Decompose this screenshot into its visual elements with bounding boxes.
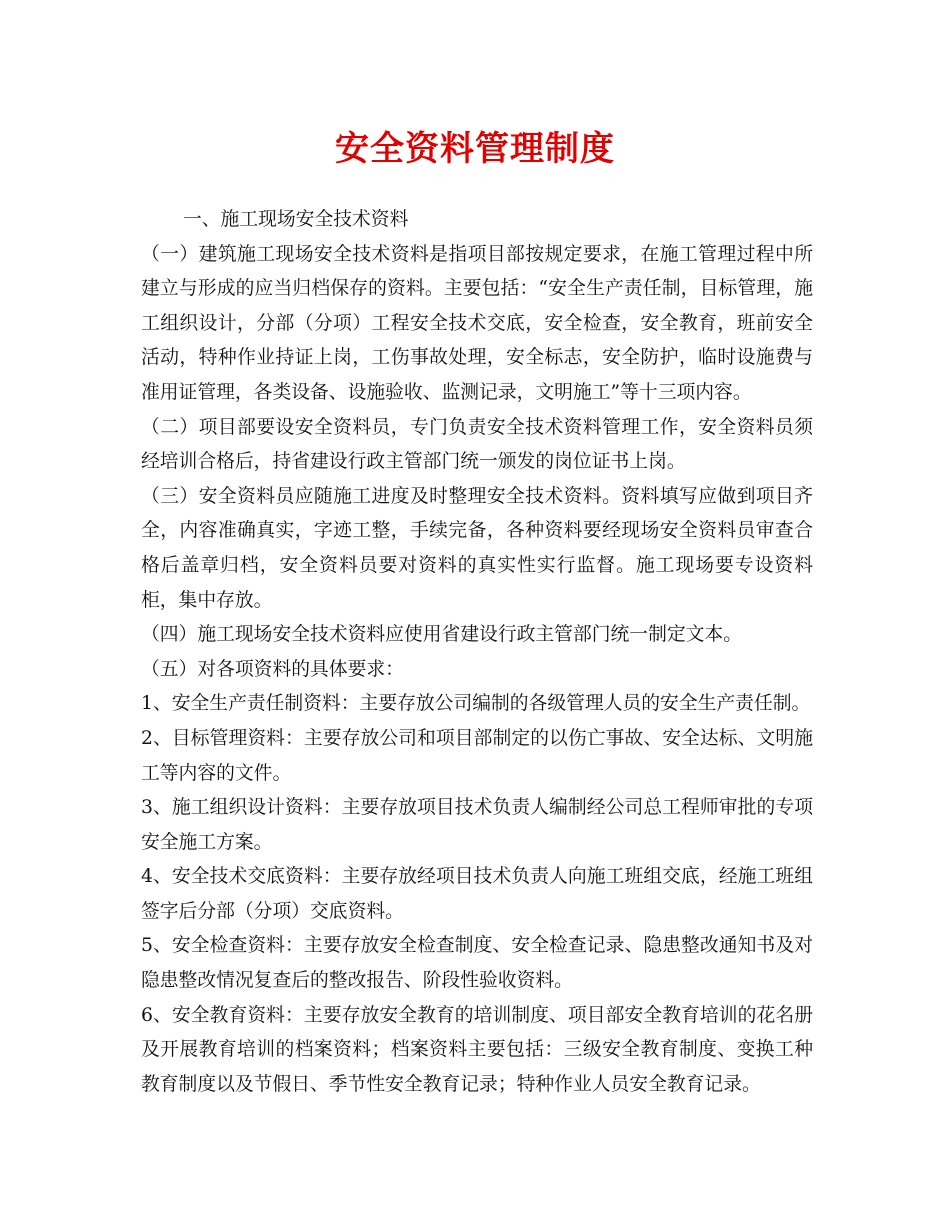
document-body xyxy=(141,203,813,1102)
requirement-item-1: 1、安全生产责任制资料：主要存放公司编制的各级管理人员的安全生产责任制。 xyxy=(141,693,811,715)
paragraph-item-2: （二）项目部要设安全资料员，专门负责安全技术资料管理工作，安全资料员须经培训合格后，持省建设行政主管部门统一颁发的岗位证书上岗。 xyxy=(141,416,813,473)
document-title: 安全资料管理制度 xyxy=(335,129,615,169)
requirement-item-5: 5、安全检查资料：主要存放安全检查制度、安全检查记录、隐患整改通知书及对隐患整改情况复查后的整改报告、阶段性验收资料。 xyxy=(141,935,813,992)
paragraph-item-1: （一）建筑施工现场安全技术资料是指项目部按规定要求，在施工管理过程中所建立与形成的应当归档保存的资料。主要包括：“安全生产责任制，目标管理，施工组织设计，分部（分项）工程安全技术交底，安全检查，安全教育，班前安全活动，特种作业持证上岗，工伤事故处理，安全标志，安全防护，临时设施费与准用证管理，各类设备、设施验收、监测记录，文明施工”等十三项内容。 xyxy=(141,243,813,403)
paragraph-item-3: （三）安全资料员应随施工进度及时整理安全技术资料。资料填写应做到项目齐全，内容准确真实，字迹工整，手续完备，各种资料要经现场安全资料员审查合格后盖章归档，安全资料员要对资料的真实性实行监督。施工现场要专设资料柜，集中存放。 xyxy=(141,485,813,611)
paragraph-item-5: （五）对各项资料的具体要求： xyxy=(141,658,404,680)
requirement-item-4: 4、安全技术交底资料：主要存放经项目技术负责人向施工班组交底，经施工班组签字后分部（分项）交底资料。 xyxy=(141,866,813,922)
paragraph-item-4: （四）施工现场安全技术资料应使用省建设行政主管部门统一制定文本。 xyxy=(141,624,742,646)
section-heading: 一、施工现场安全技术资料 xyxy=(183,209,409,230)
requirement-item-2: 2、目标管理资料：主要存放公司和项目部制定的以伤亡事故、安全达标、文明施工等内容的文件。 xyxy=(141,727,813,784)
requirement-item-6: 6、安全教育资料：主要存放安全教育的培训制度、项目部安全教育培训的花名册及开展教育培训的档案资料；档案资料主要包括：三级安全教育制度、变换工种教育制度以及节假日、季节性安全教育记录；特种作业人员安全教育记录。 xyxy=(141,1004,813,1095)
requirement-item-3: 3、施工组织设计资料：主要存放项目技术负责人编制经公司总工程师审批的专项安全施工方案。 xyxy=(141,797,813,853)
